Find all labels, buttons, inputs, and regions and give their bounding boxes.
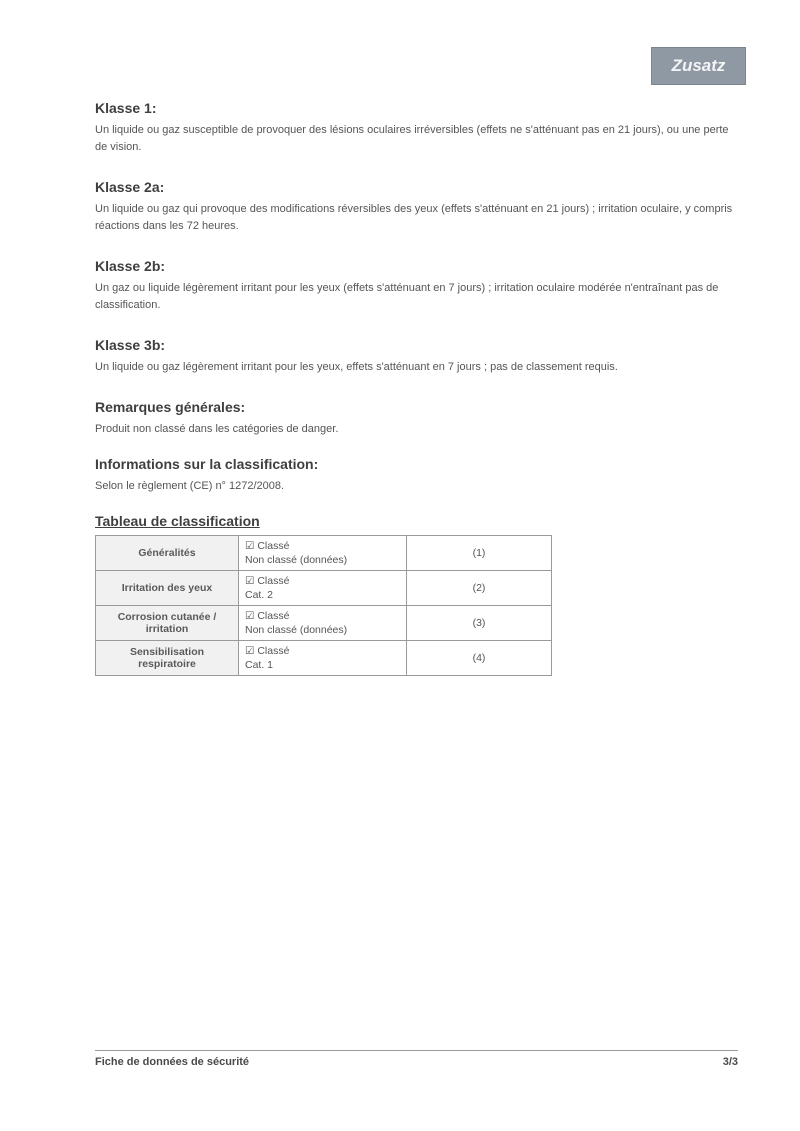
status-detail: Non classé (données)	[245, 554, 348, 566]
table-cell-status	[239, 641, 407, 676]
table-cell-group: Généralités	[96, 536, 239, 571]
table-title: Tableau de classification	[95, 513, 260, 529]
section-body: Selon le règlement (CE) n° 1272/2008.	[95, 480, 285, 492]
table-cell-group: Corrosion cutanée / irritation	[96, 606, 239, 641]
section-title: Klasse 3b:	[95, 337, 166, 353]
section-title: Informations sur la classification:	[95, 456, 319, 472]
table-cell-status	[239, 536, 407, 571]
category-badge: Zusatz	[651, 47, 746, 85]
footer-document-name: Fiche de données de sécurité	[95, 1056, 250, 1068]
section-title: Remarques générales:	[95, 399, 246, 415]
section-body: Un liquide ou gaz qui provoque des modifications réversibles des yeux (effets s'atténuant en 21 jours) ; irritation oculaire, y compris réactions dans les 72 heures.	[95, 203, 733, 232]
main-content	[95, 98, 735, 676]
section-title: Klasse 2b:	[95, 258, 166, 274]
table-cell-ref: (3)	[407, 606, 552, 641]
section-body: Un liquide ou gaz légèrement irritant pour les yeux, effets s'atténuant en 7 jours ; pas de classement requis.	[95, 361, 618, 373]
status-line: ☑ Classé	[245, 540, 290, 552]
section-body: Produit non classé dans les catégories de danger.	[95, 423, 339, 435]
table-row	[96, 536, 552, 571]
section-title: Klasse 2a:	[95, 179, 165, 195]
table-cell-group: Irritation des yeux	[96, 571, 239, 606]
hazard-section	[95, 177, 735, 235]
status-line: ☑ Classé	[245, 610, 290, 622]
table-row	[96, 641, 552, 676]
table-row	[96, 606, 552, 641]
table-cell-status	[239, 606, 407, 641]
hazard-section	[95, 98, 735, 156]
note-section	[95, 454, 735, 495]
status-detail: Cat. 2	[245, 589, 274, 601]
classification-table-section	[95, 511, 735, 676]
section-title: Klasse 1:	[95, 100, 157, 116]
section-body: Un liquide ou gaz susceptible de provoquer des lésions oculaires irréversibles (effets ne s'atténuant pas en 21 jours), ou une perte de vision.	[95, 124, 729, 153]
table-cell-ref: (4)	[407, 641, 552, 676]
page-footer	[95, 1050, 738, 1068]
hazard-section	[95, 256, 735, 314]
classification-table	[95, 535, 552, 676]
hazard-section	[95, 335, 735, 376]
footer-page-number: 3/3	[722, 1056, 738, 1068]
table-cell-group: Sensibilisation respiratoire	[96, 641, 239, 676]
table-cell-status	[239, 571, 407, 606]
status-detail: Non classé (données)	[245, 624, 348, 636]
note-section	[95, 397, 735, 438]
table-row	[96, 571, 552, 606]
status-line: ☑ Classé	[245, 645, 290, 657]
section-body: Un gaz ou liquide légèrement irritant pour les yeux (effets s'atténuant en 7 jours) ; irritation oculaire modérée n'entraînant pas de classification.	[95, 282, 719, 311]
table-cell-ref: (1)	[407, 536, 552, 571]
status-detail: Cat. 1	[245, 659, 274, 671]
table-cell-ref: (2)	[407, 571, 552, 606]
status-line: ☑ Classé	[245, 575, 290, 587]
